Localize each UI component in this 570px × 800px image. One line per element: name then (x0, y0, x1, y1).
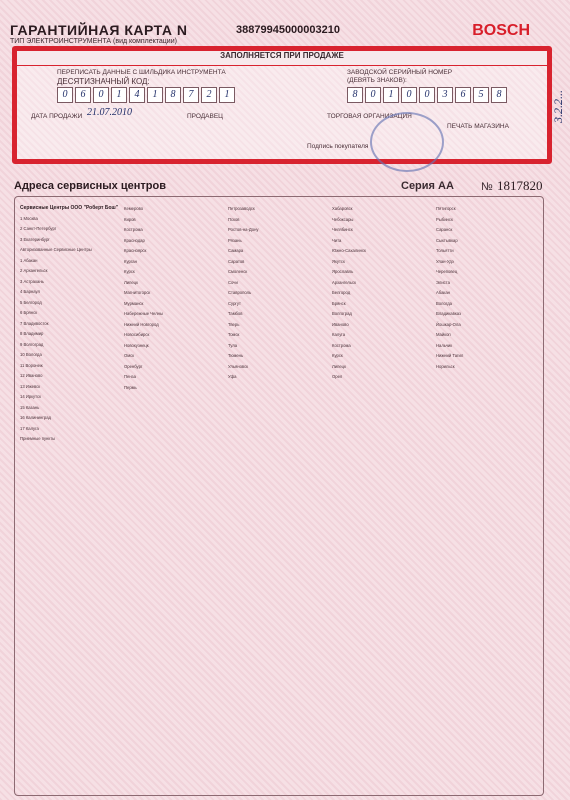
handwritten-side-note: 3.2.2... (551, 90, 565, 123)
tool-type-label: ТИП ЭЛЕКТРОИНСТРУМЕНТА (вид комплектации) (10, 38, 177, 45)
service-center-entry: Тольятти (436, 248, 454, 253)
service-center-entry: 12 Иваново (20, 373, 43, 378)
serial-number-cells (347, 87, 507, 103)
brand-logo: BOSCH (472, 22, 530, 39)
organization-label: ТОРГОВАЯ ОРГАНИЗАЦИЯ (327, 113, 412, 120)
service-center-entry: Курск (124, 269, 135, 274)
service-center-entry: 14 Иркутск (20, 394, 41, 399)
service-center-entry: Тамбов (228, 311, 243, 316)
sale-section (12, 46, 552, 164)
code-cell: 1 (147, 87, 163, 103)
sale-heading: ЗАПОЛНЯЕТСЯ ПРИ ПРОДАЖЕ (17, 51, 547, 66)
service-center-entry: 13 Ижевск (20, 383, 41, 389)
column-heading: Сервисные Центры ООО "Роберт Бош" (20, 205, 119, 211)
serial-label-1: ЗАВОДСКОЙ СЕРИЙНЫЙ НОМЕР (347, 69, 453, 76)
service-center-entry: Мурманск (124, 300, 144, 306)
service-center-entry: Омск (124, 353, 135, 358)
service-center-entry: Смоленск (228, 269, 248, 274)
code-cell: 1 (219, 87, 235, 103)
service-center-entry: Ульяновск (228, 363, 249, 369)
service-center-entry: Сургут (228, 300, 241, 306)
service-center-entry: Липецк (124, 279, 138, 285)
code-cell: 8 (165, 87, 181, 103)
code-label-1: ПЕРЕПИСАТЬ ДАННЫЕ С ШИЛЬДИКА ИНСТРУМЕНТА (57, 69, 226, 76)
ten-digit-code (57, 87, 235, 103)
service-center-entry: Саратов (228, 258, 245, 264)
service-center-entry: 15 Казань (20, 404, 40, 410)
service-center-entry: Кострома (124, 227, 143, 232)
buyer-signature-label: Подпись покупателя (307, 143, 369, 150)
service-center-entry: Калуга (332, 332, 346, 337)
service-center-entry: Иваново (332, 321, 349, 327)
service-center-entry: Кемерово (124, 206, 144, 211)
service-center-entry: Липецк (332, 363, 346, 369)
code-cell: 4 (129, 87, 145, 103)
service-center-entry: Вологда (436, 300, 452, 306)
service-center-entry: 6 Брянск (20, 310, 38, 315)
service-center-entry: Сыктывкар (436, 237, 458, 243)
service-center-entry: Волгоград (332, 311, 352, 316)
service-center-entry: Абакан (436, 290, 450, 295)
service-center-entry: 17 Калуга (20, 425, 39, 431)
service-center-entry: 16 Калининград (20, 415, 51, 420)
service-column-5 (436, 206, 536, 374)
service-center-entry: Якутск (332, 258, 345, 264)
sale-date-label: ДАТА ПРОДАЖИ (31, 113, 83, 120)
service-center-entry: Нижний Новгород (124, 321, 159, 327)
service-center-entry: Кострома (332, 342, 351, 348)
service-center-entry: Элиста (436, 279, 450, 285)
service-center-entry: Уфа (228, 374, 237, 379)
service-center-entry: Рязань (228, 237, 242, 243)
service-center-entry: Орел (332, 374, 343, 379)
code-label-2: ДЕСЯТИЗНАЧНЫЙ КОД: (57, 77, 150, 86)
service-center-entry: 1 Москва (20, 215, 38, 221)
service-center-entry: Ярославль (332, 269, 354, 274)
service-center-entry: Новосибирск (124, 332, 150, 337)
service-centers-title: Адреса сервисных центров (14, 180, 166, 192)
service-center-entry: Ставрополь (228, 290, 252, 295)
serial-label-2: (ДЕВЯТЬ ЗНАКОВ): (347, 77, 407, 84)
code-cell: 2 (201, 87, 217, 103)
service-column-4 (332, 206, 432, 385)
service-center-entry: Йошкар-Ола (436, 321, 461, 327)
serial-cell: 6 (455, 87, 471, 103)
service-center-entry: Пятигорск (436, 206, 456, 211)
code-cell: 0 (93, 87, 109, 103)
serial-cell: 1 (383, 87, 399, 103)
sale-date-value: 21.07.2010 (87, 107, 132, 118)
code-cell: 7 (183, 87, 199, 103)
service-center-entry: Пенза (124, 374, 136, 379)
service-center-entry: Чебоксары (332, 216, 354, 222)
service-center-entry: Авторизованные Сервисные Центры (20, 247, 92, 252)
service-center-entry: 3 Екатеринбург (20, 236, 50, 242)
service-center-entry: 9 Волгоград (20, 341, 44, 347)
service-center-entry: Киров (124, 216, 136, 222)
seller-label: ПРОДАВЕЦ (187, 113, 223, 120)
service-center-entry: Новокузнецк (124, 342, 149, 348)
serial-cell: 0 (419, 87, 435, 103)
service-center-entry: Брянск (332, 300, 346, 306)
store-stamp-label: ПЕЧАТЬ МАГАЗИНА (447, 123, 509, 130)
service-center-entry: Майкоп (436, 332, 451, 337)
service-center-entry: Тюмень (228, 353, 244, 358)
service-center-entry: Рыбинск (436, 216, 453, 222)
service-center-entry: Нижний Тагил (436, 353, 464, 358)
service-center-entry: Сочи (228, 279, 238, 285)
service-center-entry: Нальчик (436, 342, 453, 348)
service-center-entry: Петрозаводск (228, 206, 255, 211)
service-center-entry: Тверь (228, 321, 240, 327)
service-center-entry: Саранск (436, 227, 453, 232)
service-center-entry: Псков (228, 216, 240, 222)
card-serial-number: 1817820 (497, 178, 543, 193)
service-center-entry: Челябинск (332, 227, 353, 232)
service-column-1 (20, 206, 120, 447)
service-center-entry: Череповец (436, 269, 458, 274)
service-center-entry: Чита (332, 237, 342, 243)
service-center-entry: 3 Астрахань (20, 278, 44, 284)
number-sign: № (481, 181, 493, 193)
service-center-entry: Курск (332, 353, 343, 358)
service-center-entry: 8 Владимир (20, 331, 44, 336)
service-center-entry: 4 Барнаул (20, 289, 40, 294)
code-cell: 6 (75, 87, 91, 103)
service-center-entry: 2 Санкт-Петербург (20, 226, 57, 231)
service-center-entry: Самара (228, 248, 244, 253)
service-center-entry: 7 Владивосток (20, 320, 49, 326)
service-center-entry: 10 Вологда (20, 352, 42, 357)
service-center-entry: Набережные Челны (124, 311, 164, 316)
code-cell: 0 (57, 87, 73, 103)
code-cell: 1 (111, 87, 127, 103)
service-center-entry: Красноярск (124, 248, 147, 253)
service-center-entry: Владикавказ (436, 311, 461, 316)
service-center-entry: Норильск (436, 363, 455, 369)
service-center-entry: Курган (124, 258, 137, 264)
serial-cell: 8 (491, 87, 507, 103)
serial-cell: 0 (365, 87, 381, 103)
serial-cell: 5 (473, 87, 489, 103)
service-center-entry: Краснодар (124, 237, 145, 243)
series-label: Серия АА (401, 180, 454, 192)
service-center-entry: 1 Абакан (20, 257, 38, 263)
service-center-entry: Оренбург (124, 363, 143, 369)
serial-cell: 3 (437, 87, 453, 103)
card-title: ГАРАНТИЙНАЯ КАРТА N (10, 22, 188, 38)
barcode-number: 38879945000003210 (236, 24, 341, 36)
service-column-3 (228, 206, 328, 385)
service-center-entry: 5 Белгород (20, 299, 42, 305)
service-center-entry: Хабаровск (332, 206, 353, 211)
service-center-entry: 2 Архангельск (20, 268, 48, 273)
service-center-entry: Архангельск (332, 279, 356, 285)
service-center-entry: Белгород (332, 290, 351, 295)
service-center-entry: Магнитогорск (124, 290, 151, 295)
service-center-entry: 11 Воронеж (20, 362, 43, 368)
service-column-2 (124, 206, 224, 395)
service-center-entry: Пермь (124, 384, 137, 390)
service-center-entry: Южно-Сахалинск (332, 248, 366, 253)
store-stamp (370, 112, 444, 172)
serial-cell: 8 (347, 87, 363, 103)
service-center-entry: Томск (228, 332, 240, 337)
service-center-entry: Улан-Удэ (436, 258, 454, 264)
service-center-entry: Тула (228, 342, 238, 348)
serial-cell: 0 (401, 87, 417, 103)
service-center-entry: Приемные пункты (20, 436, 56, 441)
service-center-entry: Ростов-на-Дону (228, 227, 259, 232)
